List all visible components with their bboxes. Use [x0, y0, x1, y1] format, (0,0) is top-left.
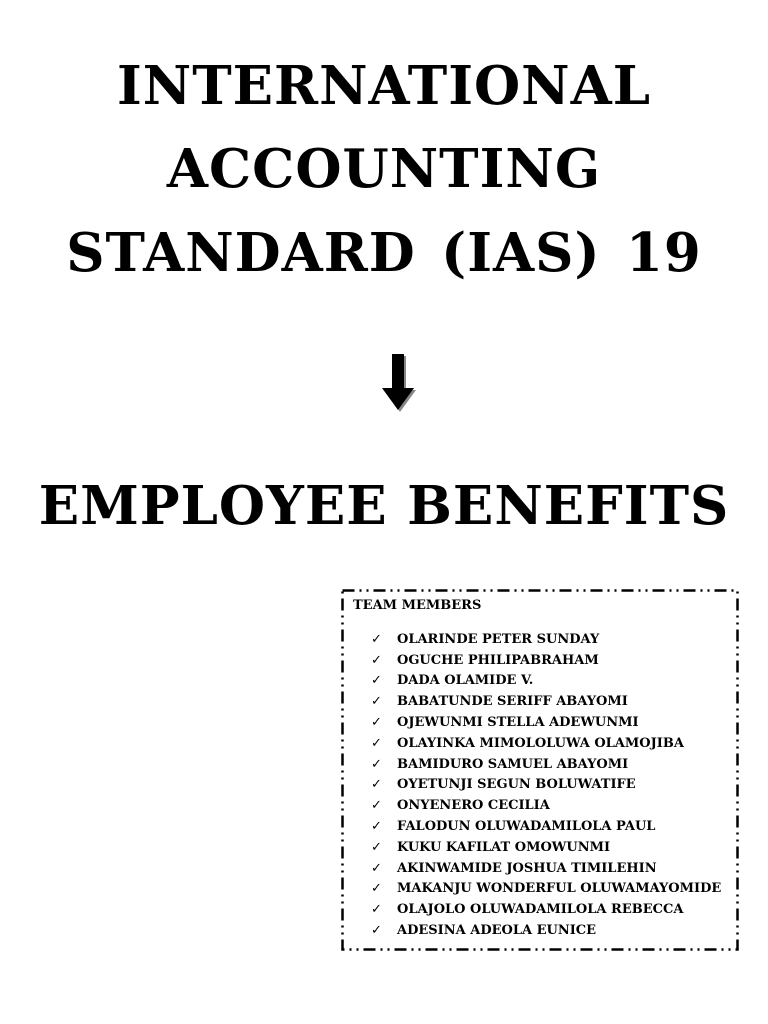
team-member-name: ONYENERO CECILIA [397, 798, 550, 814]
team-member-name: DADA OLAMIDE V. [397, 673, 534, 689]
team-member-name: KUKU KAFILAT OMOWUNMI [397, 839, 611, 855]
team-member-name: OLAJOLO OLUWADAMILOLA REBECCA [397, 902, 684, 918]
team-member-name: BAMIDURO SAMUEL ABAYOMI [397, 756, 629, 772]
team-member-item [371, 629, 721, 650]
team-member-name: BABATUNDE SERIFF ABAYOMI [397, 694, 628, 710]
team-member-name: OLARINDE PETER SUNDAY [397, 631, 600, 647]
team-member-name: FALODUN OLUWADAMILOLA PAUL [397, 819, 656, 835]
team-member-item [371, 733, 721, 754]
checkmark-icon: ✓ [371, 735, 382, 751]
checkmark-icon: ✓ [371, 631, 382, 647]
checkmark-icon: ✓ [371, 777, 382, 793]
team-member-item [371, 775, 721, 796]
team-member-name: AKINWAMIDE JOSHUA TIMILEHIN [397, 860, 657, 876]
checkmark-icon: ✓ [371, 923, 382, 939]
title-line-1: INTERNATIONAL [116, 55, 652, 117]
team-member-name: ADESINA ADEOLA EUNICE [397, 923, 597, 939]
checkmark-icon: ✓ [371, 756, 382, 772]
checkmark-icon: ✓ [371, 652, 382, 668]
team-member-item [371, 816, 721, 837]
checkmark-icon: ✓ [371, 694, 382, 710]
checkmark-icon: ✓ [371, 673, 382, 689]
team-member-item [371, 899, 721, 920]
team-member-item [371, 920, 721, 941]
team-member-item [371, 879, 721, 900]
subtitle: EMPLOYEE BENEFITS [38, 475, 730, 537]
team-member-name: OYETUNJI SEGUN BOLUWATIFE [397, 777, 636, 793]
title-line-2: ACCOUNTING [166, 138, 602, 200]
team-member-name: MAKANJU WONDERFUL OLUWAMAYOMIDE [397, 881, 722, 897]
team-member-item [371, 795, 721, 816]
team-member-item [371, 691, 721, 712]
team-members-box [341, 589, 739, 951]
checkmark-icon: ✓ [371, 715, 382, 731]
checkmark-icon: ✓ [371, 902, 382, 918]
team-member-name: OJEWUNMI STELLA ADEWUNMI [397, 715, 639, 731]
team-member-item [371, 754, 721, 775]
team-member-item [371, 837, 721, 858]
team-member-item [371, 712, 721, 733]
checkmark-icon: ✓ [371, 819, 382, 835]
team-member-name: OLAYINKA MIMOLOLUWA OLAMOJIBA [397, 735, 684, 751]
title-line-3: STANDARD (IAS) 19 [66, 222, 702, 284]
team-member-name: OGUCHE PHILIPABRAHAM [397, 652, 599, 668]
checkmark-icon: ✓ [371, 839, 382, 855]
down-arrow-icon [379, 352, 417, 412]
team-members-heading: TEAM MEMBERS [353, 598, 482, 613]
checkmark-icon: ✓ [371, 881, 382, 897]
checkmark-icon: ✓ [371, 860, 382, 876]
checkmark-icon: ✓ [371, 798, 382, 814]
team-member-item [371, 671, 721, 692]
team-member-list [371, 629, 721, 941]
team-member-item [371, 858, 721, 879]
team-member-item [371, 650, 721, 671]
